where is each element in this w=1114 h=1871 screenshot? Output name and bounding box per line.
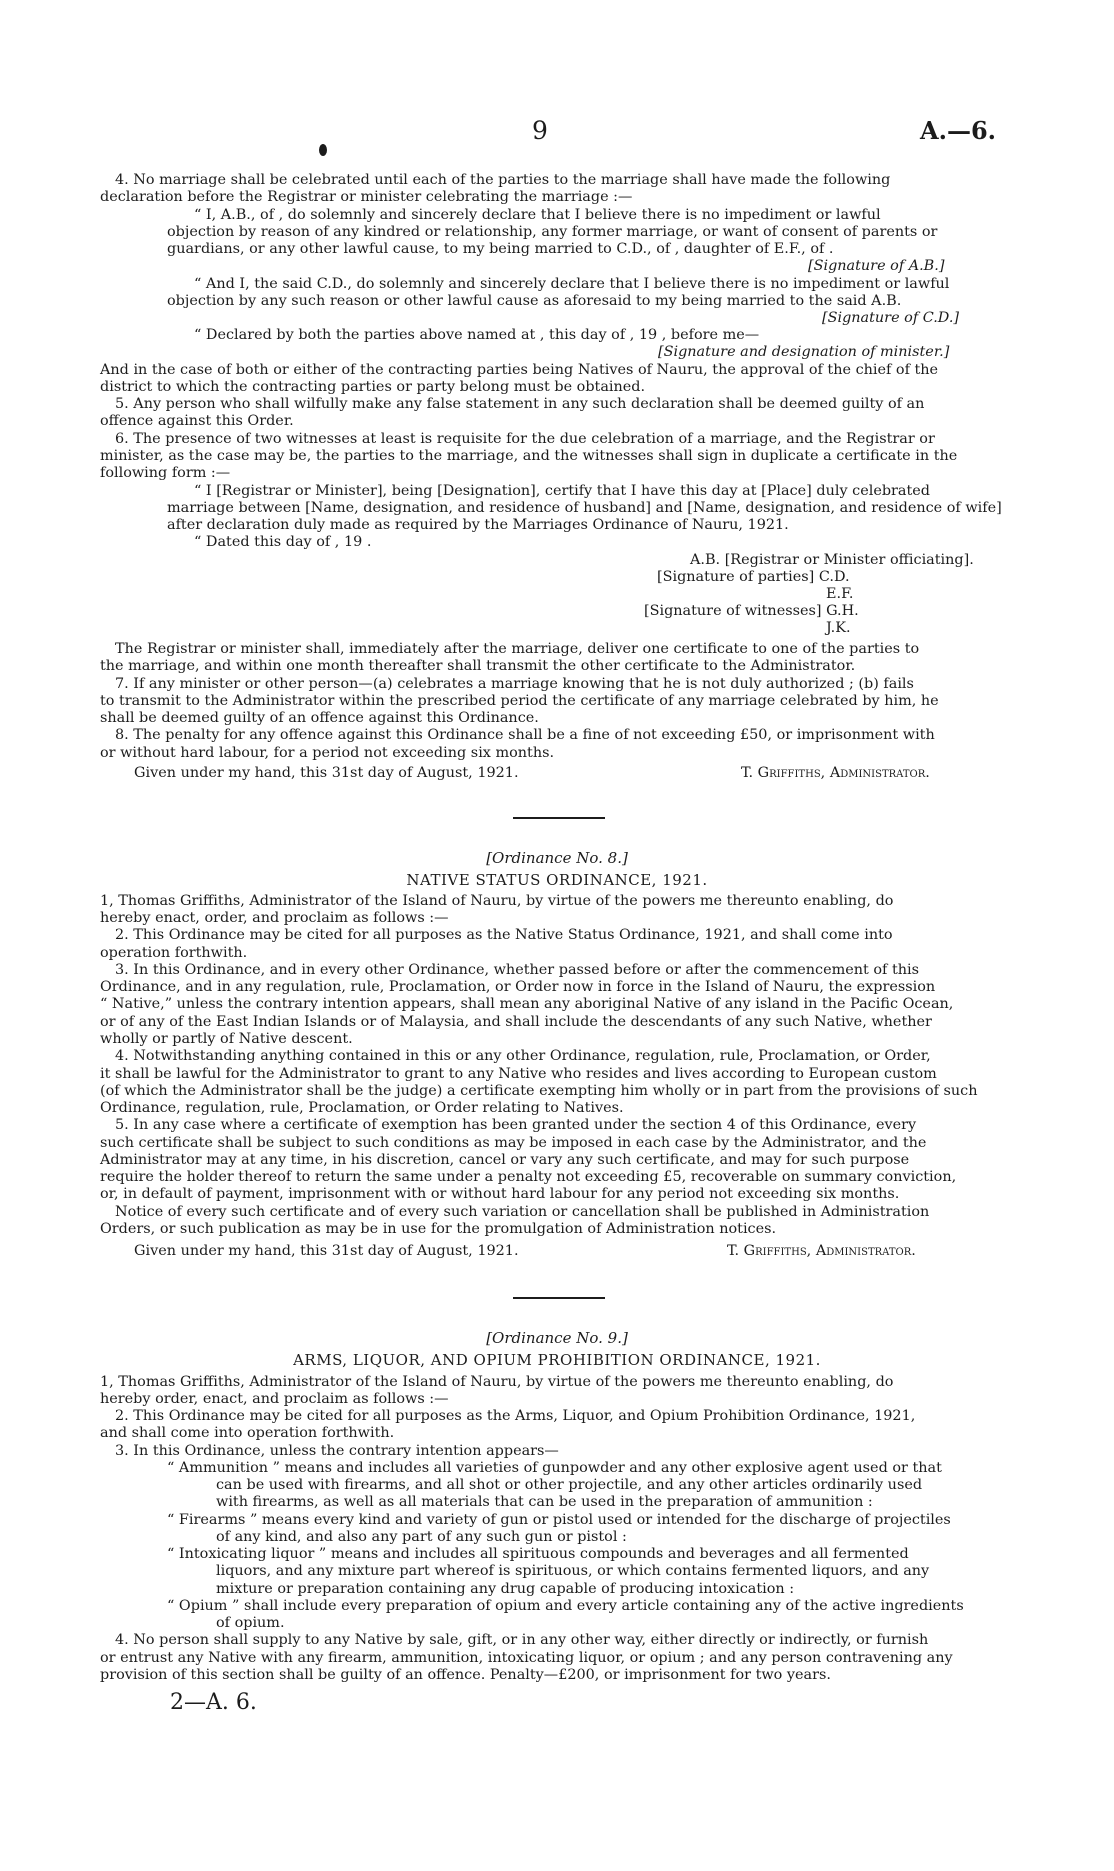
text-line: 4. Notwithstanding anything contained in this or any other Ordinance, regulation, rule, Proclamation, or Order, [115, 1048, 931, 1064]
text-line: mixture or preparation containing any drug capable of producing intoxication : [216, 1581, 795, 1597]
text-line: (of which the Administrator shall be the judge) a certificate exempting him wholly or in part from the provisions of such [100, 1083, 978, 1099]
signature-line: E.F. [826, 586, 854, 602]
section-divider [513, 1297, 605, 1299]
text-line: 3. In this Ordinance, unless the contrary intention appears— [115, 1443, 559, 1459]
text-line: and shall come into operation forthwith. [100, 1425, 395, 1441]
text-line: liquors, and any mixture part whereof is spirituous, or which contains fermented liquors, and any [216, 1563, 930, 1579]
text-line: minister, as the case may be, the parties to the marriage, and the witnesses shall sign in duplicate a certificate in the [100, 448, 958, 464]
sheet-code: 2—A. 6. [170, 1690, 257, 1715]
ordinance-number: [Ordinance No. 9.] [486, 1329, 628, 1347]
text-line: hereby enact, order, and proclaim as follows :— [100, 910, 449, 926]
text-line: district to which the contracting parties or party belong must be obtained. [100, 379, 646, 395]
text-line: to transmit to the Administrator within the prescribed period the certificate of any marriage celebrated by him, he [100, 693, 939, 709]
text-line: 8. The penalty for any offence against this Ordinance shall be a fine of not exceeding £50, or imprisonment with [115, 727, 935, 743]
text-line: it shall be lawful for the Administrator to grant to any Native who resides and lives according to European custom [100, 1066, 937, 1082]
text-line: can be used with firearms, and all shot or other projectile, and any other articles ordinarily used [216, 1477, 923, 1493]
text-line: 6. The presence of two witnesses at least is requisite for the due celebration of a marriage, and the Registrar or [115, 431, 935, 447]
text-line: Orders, or such publication as may be in use for the promulgation of Administration notices. [100, 1221, 777, 1237]
text-line: hereby order, enact, and proclaim as follows :— [100, 1391, 449, 1407]
text-line: or without hard labour, for a period not exceeding six months. [100, 745, 555, 761]
text-line: of opium. [216, 1615, 285, 1631]
text-line: Administrator may at any time, in his discretion, cancel or vary any such certificate, and may for such purpose [100, 1152, 910, 1168]
given-line: Given under my hand, this 31st day of August, 1921. [134, 1243, 519, 1259]
text-line: the marriage, and within one month thereafter shall transmit the other certificate to the Administrator. [100, 658, 856, 674]
text-line: Ordinance, regulation, rule, Proclamation, or Order relating to Natives. [100, 1100, 624, 1116]
text-line: 4. No person shall supply to any Native by sale, gift, or in any other way, either directly or indirectly, or furnish [115, 1632, 929, 1648]
administrator-signature: T. Griffiths, Administrator. [727, 1243, 916, 1259]
text-line: 1, Thomas Griffiths, Administrator of the Island of Nauru, by virtue of the powers me thereunto enabling, do [100, 1374, 894, 1390]
text-line: of any kind, and also any part of any such gun or pistol : [216, 1529, 627, 1545]
text-line: “ I, A.B., of , do solemnly and sincerely declare that I believe there is no impediment or lawful [194, 207, 881, 223]
signature-line: J.K. [826, 620, 851, 636]
text-line: 7. If any minister or other person—(a) celebrates a marriage knowing that he is not duly authorized ; (b) fails [115, 676, 914, 692]
ordinance-title: ARMS, LIQUOR, AND OPIUM PROHIBITION ORDINANCE, 1921. [293, 1351, 821, 1369]
section-divider [513, 817, 605, 819]
ordinance-title: NATIVE STATUS ORDINANCE, 1921. [406, 871, 708, 889]
text-line: declaration before the Registrar or minister celebrating the marriage :— [100, 189, 633, 205]
text-line: “ Intoxicating liquor ” means and includes all spirituous compounds and beverages and all fermented [167, 1546, 909, 1562]
ordinance-number: [Ordinance No. 8.] [486, 849, 628, 867]
document-code: A.—6. [920, 116, 997, 145]
text-line: 3. In this Ordinance, and in every other Ordinance, whether passed before or after the commencement of this [115, 962, 919, 978]
text-line: 5. In any case where a certificate of exemption has been granted under the section 4 of this Ordinance, every [115, 1117, 917, 1133]
signature-line: [Signature and designation of minister.] [658, 344, 950, 360]
signature-line: A.B. [Registrar or Minister officiating]. [690, 552, 974, 568]
text-line: And in the case of both or either of the contracting parties being Natives of Nauru, the approval of the chief of the [100, 362, 939, 378]
text-line: 4. No marriage shall be celebrated until each of the parties to the marriage shall have made the following [115, 172, 891, 188]
text-line: “ And I, the said C.D., do solemnly and sincerely declare that I believe there is no impediment or lawful [194, 276, 950, 292]
text-line: wholly or partly of Native descent. [100, 1031, 353, 1047]
printer-dot [319, 144, 327, 156]
text-line: The Registrar or minister shall, immediately after the marriage, deliver one certificate to one of the parties to [115, 641, 920, 657]
text-line: or, in default of payment, imprisonment with or without hard labour for any period not exceeding six months. [100, 1186, 900, 1202]
text-line: operation forthwith. [100, 945, 248, 961]
text-line: 2. This Ordinance may be cited for all purposes as the Arms, Liquor, and Opium Prohibition Ordinance, 1921, [115, 1408, 916, 1424]
signature-line: [Signature of witnesses] G.H. [644, 603, 859, 619]
signature-line: [Signature of parties] C.D. [657, 569, 850, 585]
text-line: shall be deemed guilty of an offence against this Ordinance. [100, 710, 539, 726]
text-line: objection by any such reason or other lawful cause as aforesaid to my being married to the said A.B. [167, 293, 902, 309]
page-number: 9 [532, 116, 548, 145]
text-line: “ Native,” unless the contrary intention appears, shall mean any aboriginal Native of any island in the Pacific Ocean, [100, 996, 954, 1012]
text-line: require the holder thereof to return the same under a penalty not exceeding £5, recoverable on summary conviction, [100, 1169, 957, 1185]
text-line: “ Declared by both the parties above named at , this day of , 19 , before me— [194, 327, 760, 343]
text-line: 1, Thomas Griffiths, Administrator of the Island of Nauru, by virtue of the powers me thereunto enabling, do [100, 893, 894, 909]
text-line: with firearms, as well as all materials that can be used in the preparation of ammunition : [216, 1494, 873, 1510]
signature-line: [Signature of A.B.] [808, 258, 945, 274]
text-line: “ Opium ” shall include every preparation of opium and every article containing any of the active ingredients [167, 1598, 964, 1614]
text-line: following form :— [100, 465, 231, 481]
text-line: Ordinance, and in any regulation, rule, Proclamation, or Order now in force in the Island of Nauru, the expression [100, 979, 936, 995]
text-line: guardians, or any other lawful cause, to my being married to C.D., of , daughter of E.F., of . [167, 241, 834, 257]
administrator-signature: T. Griffiths, Administrator. [741, 765, 930, 781]
given-line: Given under my hand, this 31st day of August, 1921. [134, 765, 519, 781]
text-line: provision of this section shall be guilty of an offence. Penalty—£200, or imprisonment for two years. [100, 1667, 831, 1683]
text-line: marriage between [Name, designation, and residence of husband] and [Name, designation, and residence of wife] [167, 500, 1002, 516]
text-line: such certificate shall be subject to such conditions as may be imposed in each case by the Administrator, and the [100, 1135, 927, 1151]
text-line: “ Dated this day of , 19 . [194, 534, 372, 550]
text-line: 2. This Ordinance may be cited for all purposes as the Native Status Ordinance, 1921, and shall come into [115, 927, 893, 943]
text-line: 5. Any person who shall wilfully make any false statement in any such declaration shall be deemed guilty of an [115, 396, 925, 412]
text-line: Notice of every such certificate and of every such variation or cancellation shall be published in Administration [115, 1204, 930, 1220]
text-line: after declaration duly made as required by the Marriages Ordinance of Nauru, 1921. [167, 517, 789, 533]
text-line: objection by reason of any kindred or relationship, any former marriage, or want of consent of parents or [167, 224, 938, 240]
signature-line: [Signature of C.D.] [822, 310, 960, 326]
text-line: or of any of the East Indian Islands or of Malaysia, and shall include the descendants of any such Native, whether [100, 1014, 932, 1030]
text-line: offence against this Order. [100, 413, 294, 429]
text-line: “ I [Registrar or Minister], being [Designation], certify that I have this day at [Place] duly celebrated [194, 483, 931, 499]
text-line: “ Ammunition ” means and includes all varieties of gunpowder and any other explosive agent used or that [167, 1460, 942, 1476]
text-line: or entrust any Native with any firearm, ammunition, intoxicating liquor, or opium ; and any person contravening any [100, 1650, 953, 1666]
text-line: “ Firearms ” means every kind and variety of gun or pistol used or intended for the discharge of projectiles [167, 1512, 951, 1528]
